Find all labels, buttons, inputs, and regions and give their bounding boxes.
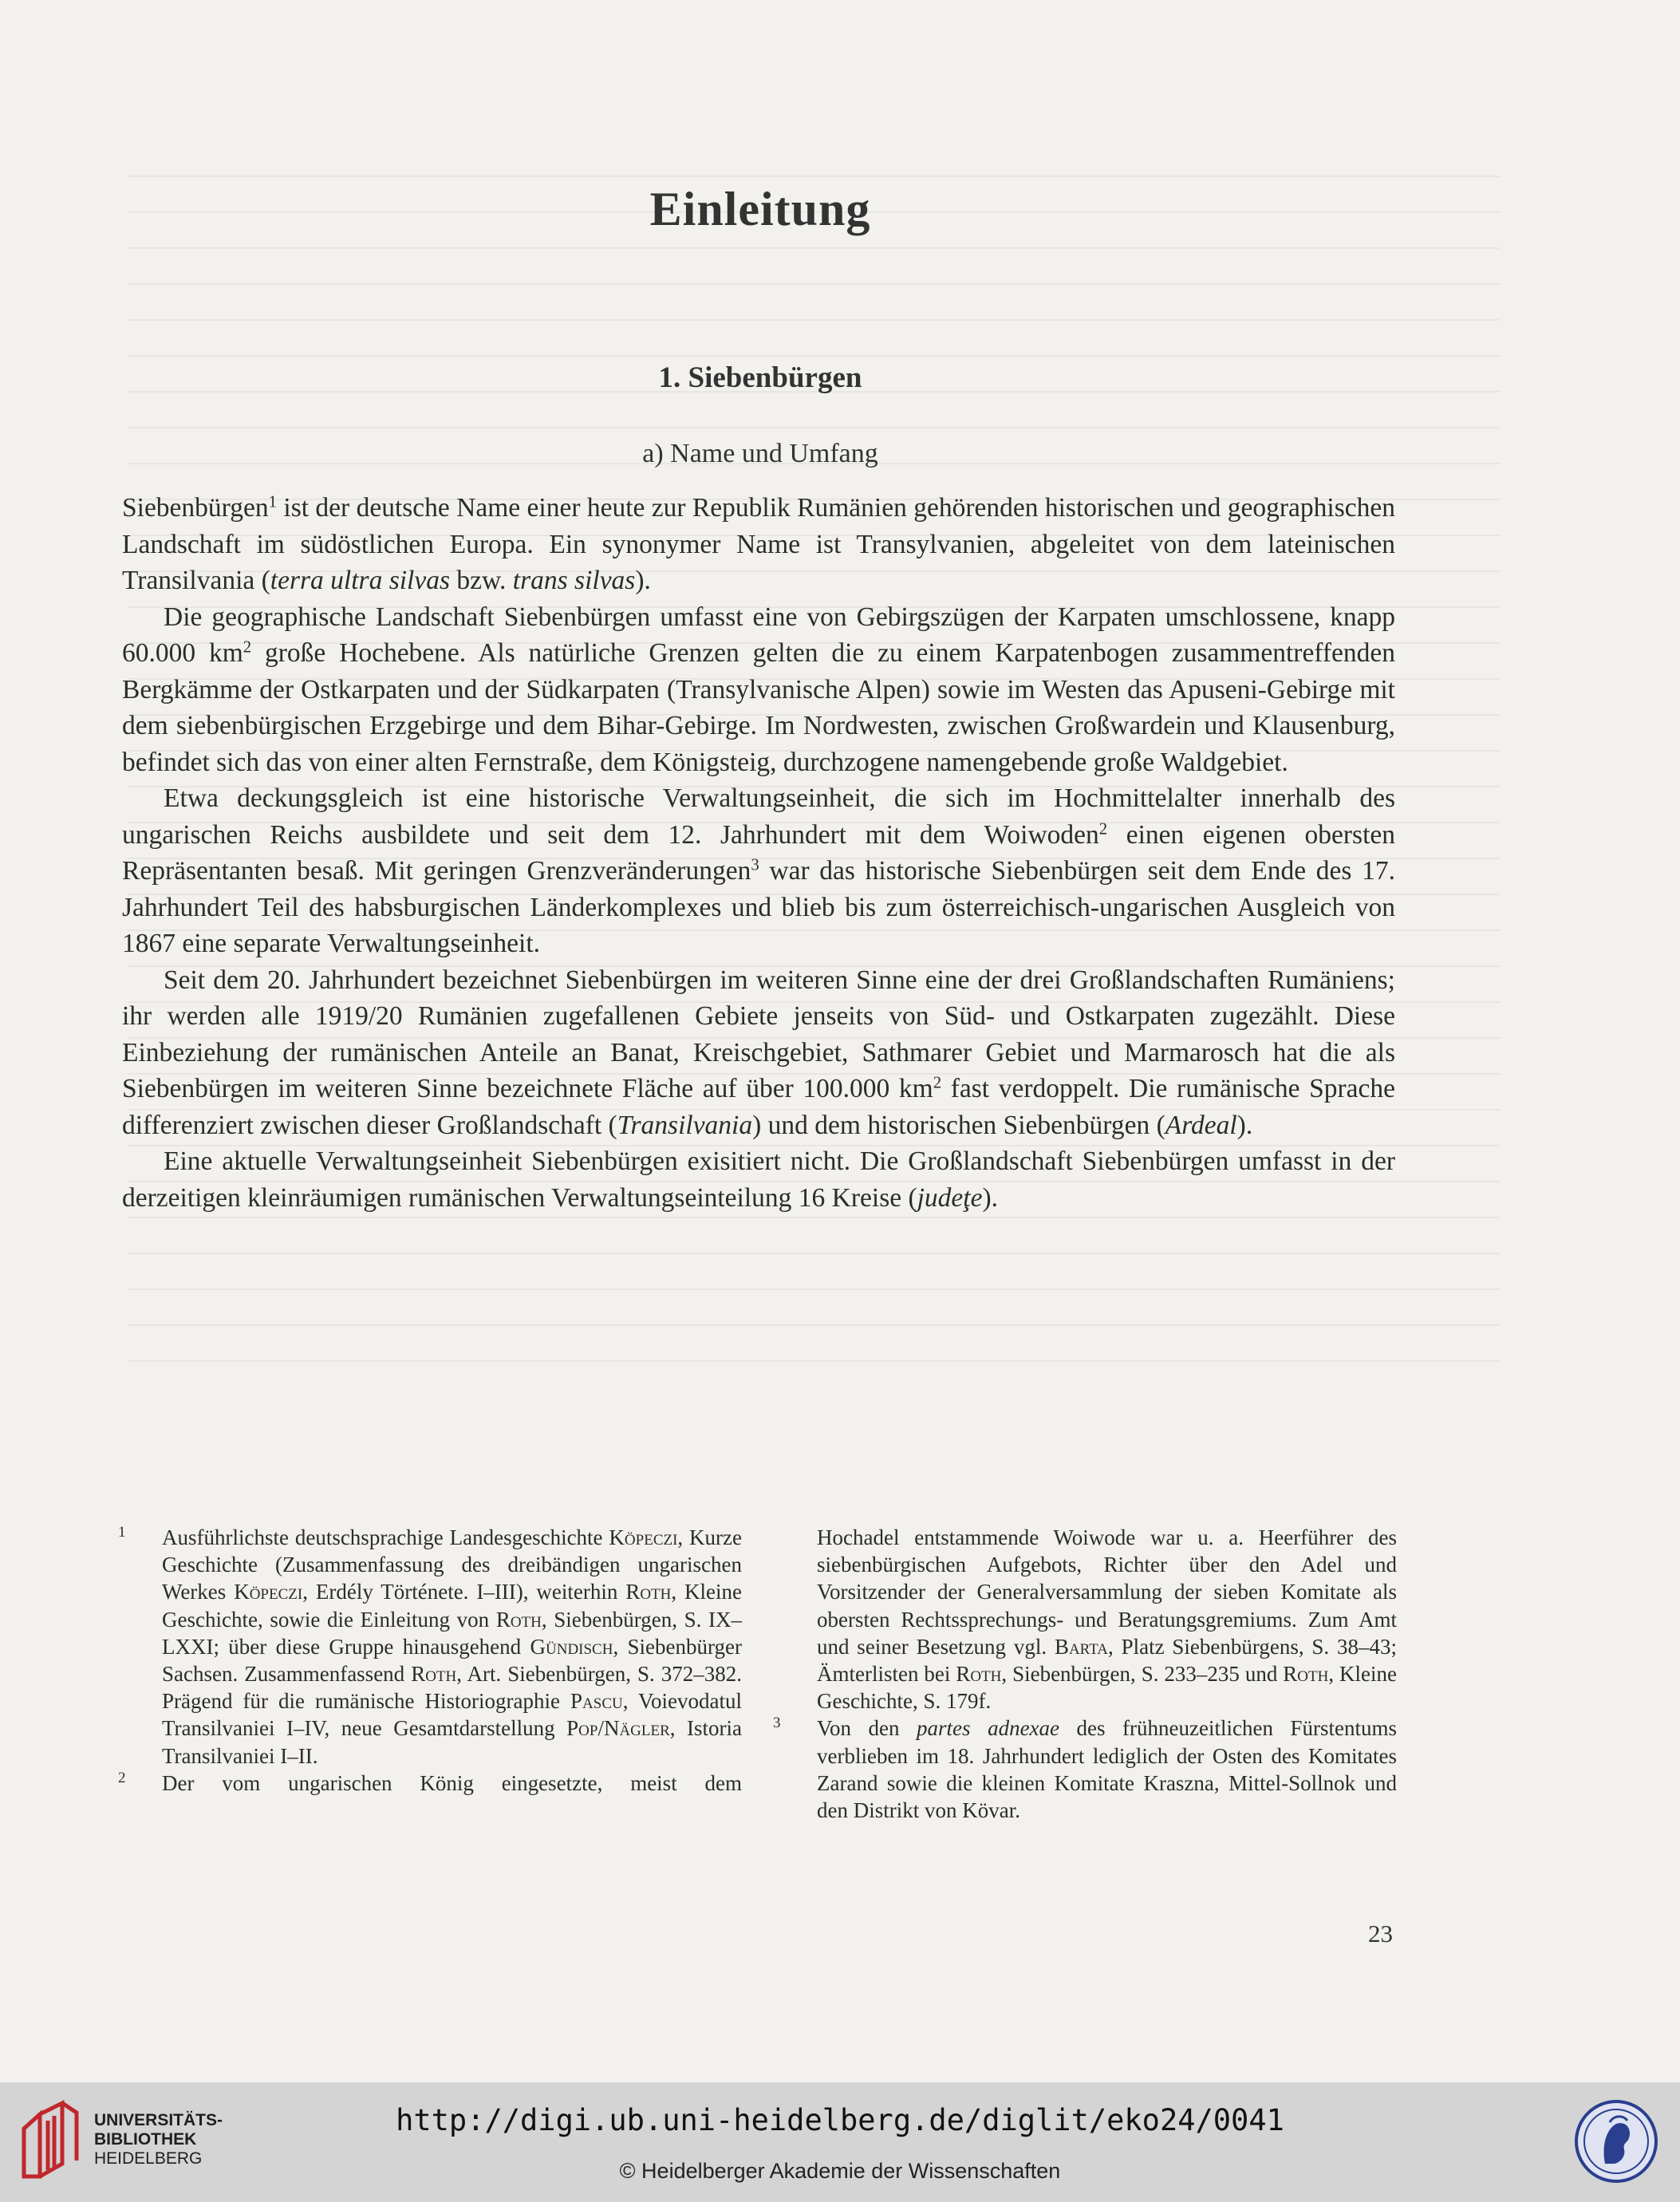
footnote-2: 2 Der vom ungarischen König eingesetzte, meist dem <box>162 1770 742 1797</box>
footnote-3: 3 Von den partes adnexae des frühneuzeitlichen Fürstentums verblieben im 18. Jahrhundert lediglich der Osten des Komitates Zarand sowie die kleinen Komitate Kraszna, Mittel-Sollnok und den Distrikt von Kövar. <box>817 1715 1397 1824</box>
paragraph-2: Die geographische Landschaft Siebenbürgen umfasst eine von Gebirgszügen der Karpaten umschlossene, knapp 60.000 $km^2$ große Hochebene. Als natürliche Grenzen gelten die zu einem Karpatenbogen zusammentreffenden Bergkämme der Ostkarpaten und der Südkarpaten (Transylvanische Alpen) sowie im Westen das Apuseni-Gebirge mit dem siebenbürgischen Erzgebirge und dem Bihar-Gebirge. Im Nordwesten, zwischen Großwardein und Klausenburg, befindet sich das von einer alten Fernstraße, dem Königsteig, durchzogene namengebende große Waldgebiet. <box>122 602 1396 777</box>
subsection-title: a) Name und Umfang <box>642 439 878 468</box>
source-url-link[interactable]: http://digi.ub.uni-heidelberg.de/diglit/eko24/0041 <box>396 2103 1284 2137</box>
footnote-ref-2[interactable]: 2 <box>1098 819 1108 839</box>
paragraph-1: Siebenbürgen$^1$ ist der deutsche Name einer heute zur Republik Rumänien gehörenden historischen und geographischen Landschaft im südöstlichen Europa. Ein synonymer Name ist Transylvanien, abgeleitet von dem lateinischen Transilvania (terra ultra silvas bzw. trans silvas). <box>122 492 1395 595</box>
chapter-title: Einleitung <box>649 183 871 235</box>
paragraph-5: Eine aktuelle Verwaltungseinheit Siebenbürgen exisitiert nicht. Die Großlandschaft Siebenbürgen umfasst in der derzeitigen kleinräumigen rumänischen Verwaltungseinteilung 16 Kreise (judeţe). <box>122 1146 1395 1213</box>
footnote-2-mark: 2 <box>118 1769 126 1786</box>
footnote-ref-1[interactable]: 1 <box>268 492 277 511</box>
footnote-2-continued: Hochadel entstammende Woiwode war u. a. Heerführer des siebenbürgischen Aufgebots, Richter über den Adel und Vorsitzender der Generalversammlung der sieben Komitate als obersten Rechtssprechungs- und Beratungsgremiums. Zum Amt und seiner Besetzung vgl. Barta, Platz Siebenbürgens, S. 38–43; Ämterlisten bei Roth, Siebenbürgen, S. 233–235 und Roth, Kleine Geschichte, S. 179f. <box>817 1525 1397 1714</box>
page-number: 23 <box>1368 1920 1393 1947</box>
section-title: 1. Siebenbürgen <box>658 361 862 394</box>
copyright-notice: © Heidelberger Akademie der Wissenschaften <box>619 2159 1061 2183</box>
footer-bar <box>0 2082 1680 2202</box>
footnote-ref-3[interactable]: 3 <box>751 855 759 874</box>
body-text <box>122 490 1395 1216</box>
paragraph-3: Etwa deckungsgleich ist eine historische Verwaltungseinheit, die sich im Hochmittelalter innerhalb des ungarischen Reichs ausbildete und seit dem 12. Jahrhundert mit dem Woiwoden$^2$ einen eigenen obersten Repräsentanten besaß. Mit geringen Grenzveränderungen$^3$ war das historische Siebenbürgen seit dem Ende des 17. Jahrhundert Teil des habsburgischen Länderkomplexes und blieb bis zum österreichisch-ungarischen Ausgleich von 1867 eine separate Verwaltungseinheit. <box>122 783 1396 958</box>
footnote-1-mark: 1 <box>118 1524 126 1541</box>
paragraph-4: Seit dem 20. Jahrhundert bezeichnet Siebenbürgen im weiteren Sinne eine der drei Großlandschaften Rumäniens; ihr werden alle 1919/20 Rumänien zugefallenen Gebiete jenseits von Süd- und Ostkarpaten zugezählt. Diese Einbeziehung der rumänischen Anteile an Banat, Kreischgebiet, Sathmarer Gebiet und Marmarosch hat die als Siebenbürgen im weiteren Sinne bezeichnete Fläche auf über 100.000 $km^2$ fast verdoppelt. Die rumänische Sprache differenziert zwischen dieser Großlandschaft (Transilvania) und dem historischen Siebenbürgen (Ardeal). <box>122 965 1395 1140</box>
footnotes-right-column <box>773 1524 1397 1824</box>
library-name: UNIVERSITÄTS- BIBLIOTHEK HEIDELBERG <box>94 2111 223 2168</box>
footnote-3-mark: 3 <box>773 1715 781 1732</box>
footnotes-left-column <box>118 1524 743 1797</box>
footnote-1: 1 Ausführlichste deutschsprachige Landesgeschichte Köpeczi, Kurze Geschichte (Zusammenfassung des dreibändigen ungarischen Werkes Köpeczi, Erdély Története. I–III), weiterhin Roth, Kleine Geschichte, sowie die Einleitung von Roth, Siebenbürgen, S. IX–LXXI; über diese Gruppe hinausgehend Gündisch, Siebenbürger Sachsen. Zusammenfassend Roth, Art. Siebenbürgen, S. 372–382. Prägend für die rumänische Historiographie Pascu, Voievodatul Transilvaniei I–IV, neue Gesamtdarstellung Pop/Nägler, Istoria Transilvaniei I–II. <box>162 1524 742 1770</box>
academy-seal-icon <box>1573 2098 1659 2184</box>
